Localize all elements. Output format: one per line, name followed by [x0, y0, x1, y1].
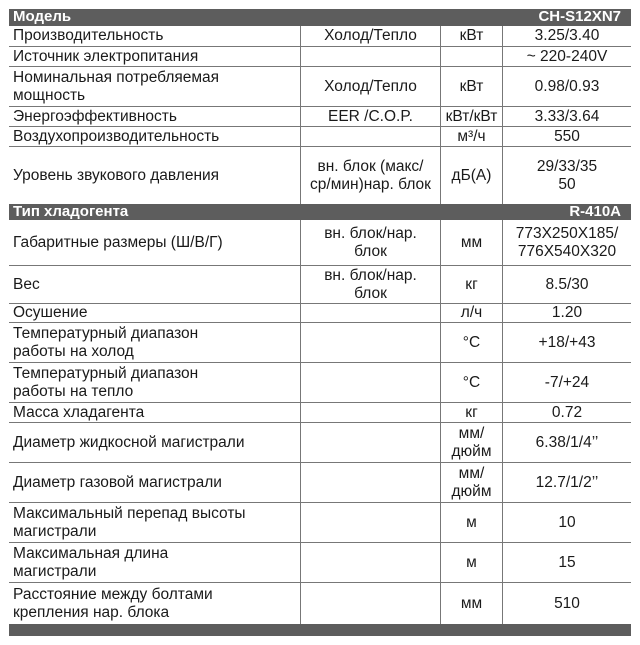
condition-cell	[301, 423, 441, 462]
table-row	[9, 503, 631, 543]
unit-cell: кг	[441, 403, 503, 422]
value-cell: ~ 220-240V	[526, 47, 608, 65]
table-row	[9, 583, 631, 624]
condition-cell	[301, 463, 441, 502]
condition-cell	[301, 304, 441, 322]
model-label: Модель	[13, 8, 72, 25]
table-row	[9, 304, 631, 323]
table-row	[9, 220, 631, 266]
condition-cell	[301, 127, 441, 146]
value-cell: 3.33/3.64	[534, 107, 600, 125]
condition-cell: Холод/Тепло	[301, 67, 441, 106]
table-row	[9, 323, 631, 363]
refrigerant-label: Тип хладогента	[13, 203, 129, 220]
param-cell: Номинальная потребляемая мощность	[9, 67, 301, 106]
model-header-row	[9, 9, 631, 26]
param-cell: Энергоэффективность	[9, 107, 301, 126]
unit-cell: кВт/кВт	[441, 107, 503, 126]
condition-cell	[301, 403, 441, 422]
table-row	[9, 47, 631, 67]
unit-cell: мм	[441, 220, 503, 265]
footer-bar	[9, 624, 631, 636]
table-row	[9, 363, 631, 403]
table-row	[9, 147, 631, 204]
value-cell: 773X250X185/ 776X540X320	[515, 224, 619, 260]
param-cell: Максимальная длина магистрали	[9, 543, 301, 582]
param-cell: Вес	[9, 266, 301, 303]
condition-cell: вн. блок/нар. блок	[301, 266, 441, 303]
table-row	[9, 26, 631, 47]
table-row	[9, 107, 631, 127]
param-cell: Температурный диапазон работы на тепло	[9, 363, 301, 402]
unit-cell: мм	[441, 583, 503, 624]
unit-cell: м³/ч	[441, 127, 503, 146]
value-cell: 3.25/3.40	[534, 27, 600, 44]
model-value: CH-S12XN7	[538, 8, 621, 25]
value-cell: 12.7/1/2’’	[535, 473, 599, 491]
condition-cell	[301, 47, 441, 66]
table-row	[9, 266, 631, 304]
value-cell: 1.20	[551, 304, 583, 321]
unit-cell: °С	[441, 323, 503, 362]
param-cell: Диаметр газовой магистрали	[9, 463, 301, 502]
table-row	[9, 127, 631, 147]
value-cell: 0.98/0.93	[534, 77, 600, 95]
table-row	[9, 423, 631, 463]
unit-cell: дБ(А)	[441, 147, 503, 204]
table-row	[9, 463, 631, 503]
value-cell: 29/33/35 50	[536, 157, 598, 193]
unit-cell: кг	[441, 266, 503, 303]
spec-table	[9, 9, 631, 636]
param-cell: Уровень звукового давления	[9, 147, 301, 204]
unit-cell	[441, 47, 503, 66]
condition-cell: Холод/Тепло	[301, 26, 441, 46]
value-cell: +18/+43	[538, 333, 596, 351]
param-cell: Диаметр жидкосной магистрали	[9, 423, 301, 462]
value-cell: 8.5/30	[545, 275, 589, 293]
value-cell: 550	[554, 127, 580, 145]
condition-cell: вн. блок (макс/ ср/мин)нар. блок	[301, 147, 441, 204]
param-cell: Масса хладагента	[9, 403, 301, 422]
unit-cell: кВт	[441, 26, 503, 46]
unit-cell: мм/ дюйм	[441, 423, 503, 462]
unit-cell: м	[441, 503, 503, 542]
unit-cell: °С	[441, 363, 503, 402]
value-cell: 15	[558, 553, 576, 571]
param-cell: Габаритные размеры (Ш/В/Г)	[9, 220, 301, 265]
param-cell: Максимальный перепад высоты магистрали	[9, 503, 301, 542]
condition-cell: EER /C.O.P.	[301, 107, 441, 126]
condition-cell: вн. блок/нар. блок	[301, 220, 441, 265]
table-row	[9, 403, 631, 423]
param-cell: Температурный диапазон работы на холод	[9, 323, 301, 362]
value-cell: 510	[554, 594, 580, 612]
refrigerant-value: R-410A	[569, 203, 621, 220]
condition-cell	[301, 583, 441, 624]
param-cell: Воздухопроизводительность	[9, 127, 301, 146]
unit-cell: л/ч	[441, 304, 503, 322]
table-row	[9, 67, 631, 107]
condition-cell	[301, 543, 441, 582]
value-cell: 10	[558, 513, 576, 531]
condition-cell	[301, 323, 441, 362]
unit-cell: м	[441, 543, 503, 582]
unit-cell: кВт	[441, 67, 503, 106]
condition-cell	[301, 503, 441, 542]
value-cell: -7/+24	[544, 373, 590, 391]
refrigerant-header-row	[9, 204, 631, 220]
value-cell: 0.72	[551, 403, 583, 421]
table-row	[9, 543, 631, 583]
condition-cell	[301, 363, 441, 402]
value-cell: 6.38/1/4’’	[535, 433, 599, 451]
unit-cell: мм/ дюйм	[441, 463, 503, 502]
param-cell: Осушение	[9, 304, 301, 322]
param-cell: Источник электропитания	[9, 47, 301, 66]
param-cell: Расстояние между болтами крепления нар. блока	[9, 583, 301, 624]
param-cell: Производительность	[9, 26, 301, 46]
